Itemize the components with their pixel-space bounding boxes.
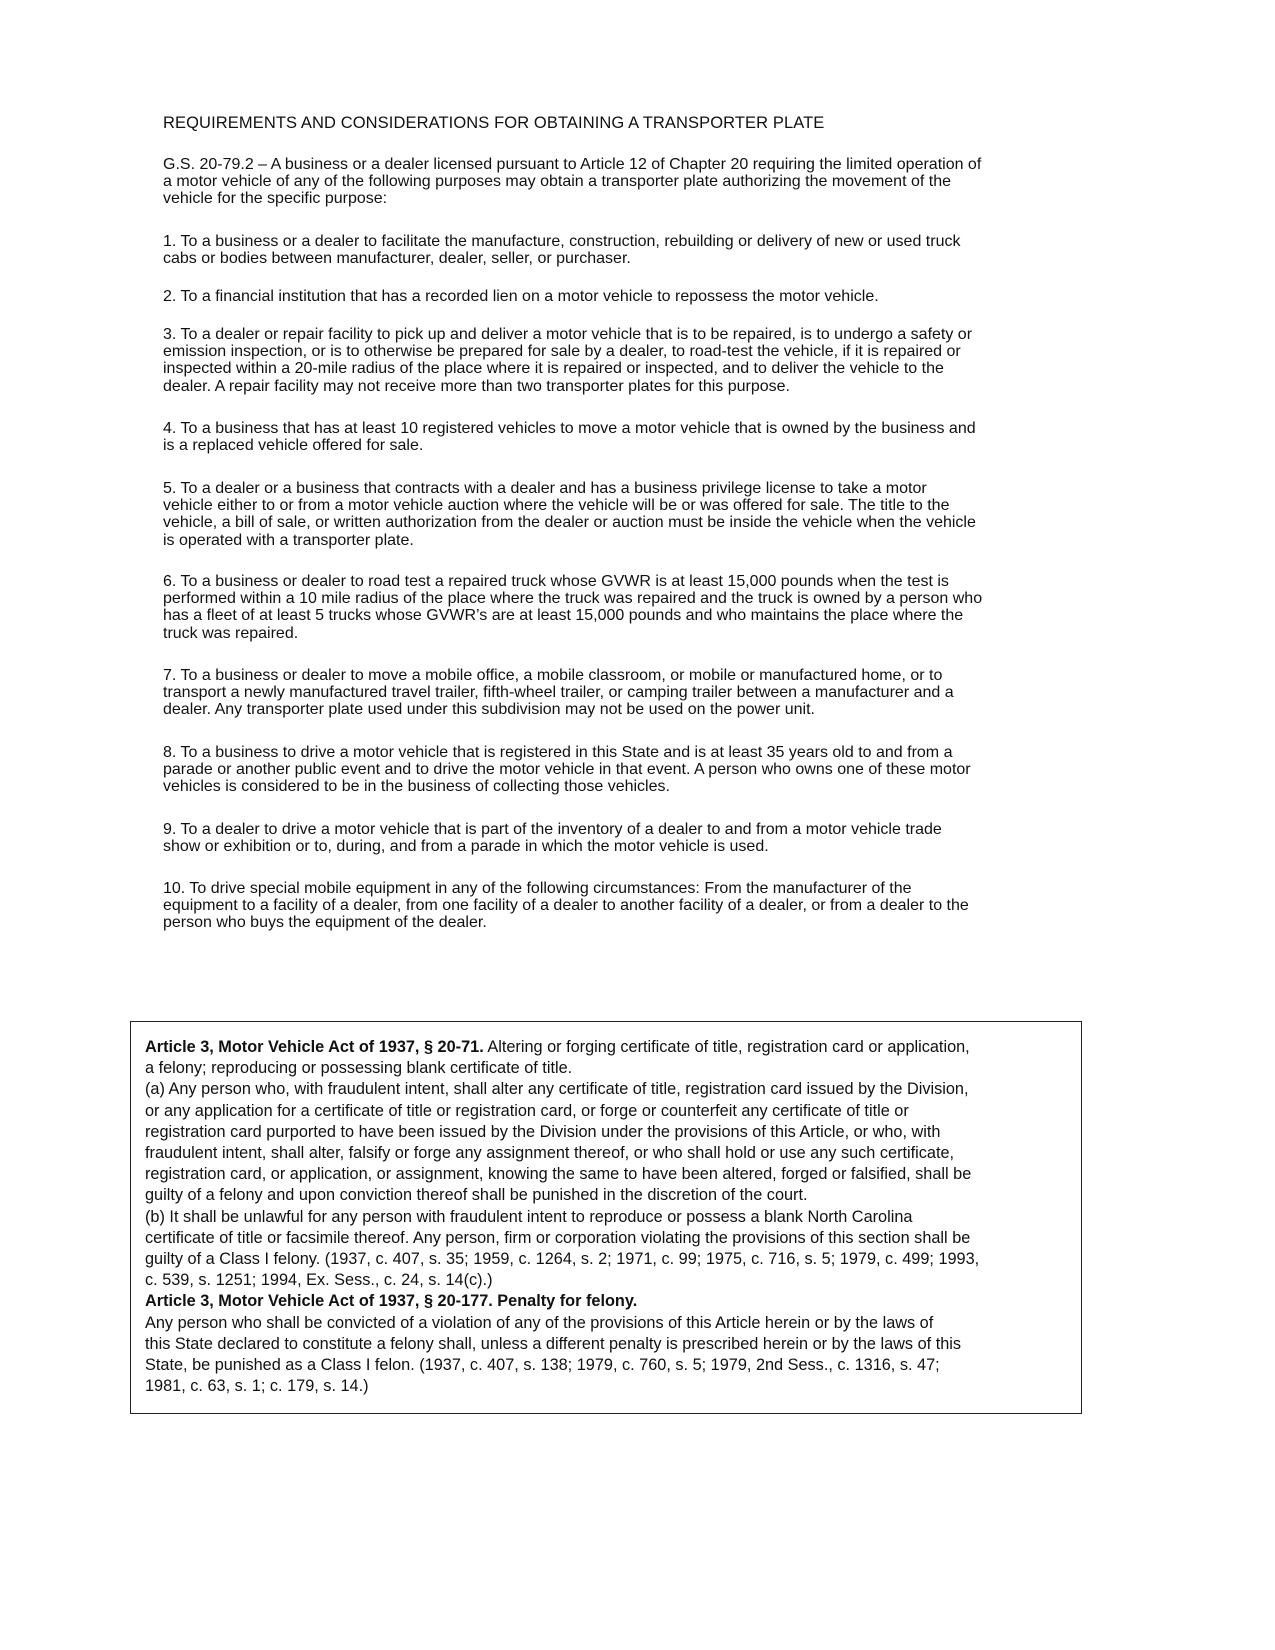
- statute-line: [145, 1355, 979, 1376]
- text-line: vehicle for the specific purpose:: [163, 190, 388, 208]
- text-line: emission inspection, or is to otherwise be prepared for sale by a dealer, to road-test the vehicle, if it is repaired or: [163, 343, 961, 361]
- statute-line: [145, 1334, 979, 1355]
- text-line: 6. To a business or dealer to road test a repaired truck whose GVWR is at least 15,000 pounds when the test is: [163, 573, 949, 590]
- requirement-item: [163, 420, 976, 454]
- text-line: 8. To a business to drive a motor vehicle that is registered in this State and is at least 35 years old to and from a: [163, 744, 953, 761]
- requirement-item: [163, 233, 960, 267]
- statute-line: [145, 1376, 979, 1397]
- text-line: 2. To a financial institution that has a recorded lien on a motor vehicle to repossess the motor vehicle.: [163, 288, 879, 305]
- statute-line: [145, 1122, 979, 1143]
- statute-line: [145, 1249, 979, 1270]
- statute-heading: Article 3, Motor Vehicle Act of 1937, § 20-71.: [145, 1038, 484, 1056]
- text-line: performed within a 10 mile radius of the place where the truck was repaired and the truck is owned by a person who: [163, 590, 983, 608]
- statute-line: [145, 1291, 979, 1312]
- statute-text-segment: or any application for a certificate of title or registration card, or forge or counterfeit any certificate of title or: [145, 1101, 909, 1120]
- statute-text-segment: Altering or forging certificate of title, registration card or application,: [483, 1038, 970, 1056]
- statute-line: [145, 1207, 979, 1228]
- text-line: vehicle, a bill of sale, or written authorization from the dealer or auction must be inside the vehicle when the vehicle: [163, 514, 976, 532]
- text-line: parade or another public event and to drive the motor vehicle in that event. A person who owns one of these motor: [163, 761, 971, 779]
- statute-line: [145, 1058, 979, 1079]
- text-line: truck was repaired.: [163, 624, 299, 642]
- statute-line: [145, 1270, 979, 1291]
- text-line: 4. To a business that has at least 10 registered vehicles to move a motor vehicle that is owned by the business and: [163, 420, 976, 437]
- statute-intro-paragraph: [163, 156, 981, 208]
- statute-text-segment: registration card, or application, or assignment, knowing the same to have been altered, forged or falsified, shall be: [145, 1165, 972, 1184]
- text-line: 9. To a dealer to drive a motor vehicle that is part of the inventory of a dealer to and from a motor vehicle trade: [163, 821, 942, 838]
- requirement-item: [163, 880, 969, 932]
- text-line: dealer. Any transporter plate used under this subdivision may not be used on the power unit.: [163, 701, 815, 719]
- statute-line: [145, 1228, 979, 1249]
- requirement-item: [163, 326, 972, 395]
- text-line: vehicles is considered to be in the business of collecting those vehicles.: [163, 778, 670, 796]
- statute-line: [145, 1185, 979, 1206]
- text-line: show or exhibition or to, during, and from a parade in which the motor vehicle is used.: [163, 838, 769, 856]
- text-line: is operated with a transporter plate.: [163, 531, 414, 549]
- text-line: has a fleet of at least 5 trucks whose GVWR’s are at least 15,000 pounds and who maintains the place where the: [163, 607, 964, 625]
- statute-heading: Article 3, Motor Vehicle Act of 1937, § 20-177. Penalty for felony.: [145, 1292, 638, 1311]
- requirement-item: [163, 821, 942, 855]
- statute-line: [145, 1079, 979, 1100]
- statute-line: [145, 1101, 979, 1122]
- text-line: dealer. A repair facility may not receive more than two transporter plates for this purpose.: [163, 377, 790, 395]
- text-line: inspected within a 20-mile radius of the place where it is repaired or inspected, and to deliver the vehicle to the: [163, 360, 944, 378]
- requirement-item: [163, 288, 879, 305]
- statute-text-segment: State, be punished as a Class I felon. (1937, c. 407, s. 138; 1979, c. 760, s. 5; 1979, 2nd Sess., c. 1316, s. 47;: [145, 1356, 940, 1375]
- text-line: 5. To a dealer or a business that contracts with a dealer and has a business privilege license to take a motor: [163, 480, 927, 497]
- text-line: equipment to a facility of a dealer, from one facility of a dealer to another facility of a dealer, or from a dealer to the: [163, 897, 969, 915]
- statute-text-segment: 1981, c. 63, s. 1; c. 179, s. 14.): [145, 1377, 369, 1396]
- statute-text-segment: Any person who shall be convicted of a violation of any of the provisions of this Article herein or by the laws of: [145, 1313, 934, 1332]
- document-title: REQUIREMENTS AND CONSIDERATIONS FOR OBTAINING A TRANSPORTER PLATE: [163, 114, 825, 132]
- text-line: person who buys the equipment of the dealer.: [163, 914, 487, 932]
- text-line: 1. To a business or a dealer to facilitate the manufacture, construction, rebuilding or delivery of new or used truck: [163, 233, 961, 250]
- text-line: cabs or bodies between manufacturer, dealer, seller, or purchaser.: [163, 250, 631, 268]
- statute-text-segment: (a) Any person who, with fraudulent intent, shall alter any certificate of title, registration card issued by the Division,: [145, 1080, 969, 1099]
- statute-line: [145, 1037, 979, 1058]
- requirement-item: [163, 744, 971, 796]
- text-line: 7. To a business or dealer to move a mobile office, a mobile classroom, or mobile or manufactured home, or to: [163, 667, 943, 684]
- statute-text-segment: this State declared to constitute a felony shall, unless a different penalty is prescribed herein or by the laws of this: [145, 1334, 962, 1353]
- text-line: vehicle either to or from a motor vehicle auction where the vehicle will be or was offered for sale. The title to the: [163, 497, 950, 515]
- text-line: 3. To a dealer or repair facility to pick up and deliver a motor vehicle that is to be repaired, is to undergo a safety or: [163, 326, 973, 343]
- statute-text-segment: guilty of a Class I felony. (1937, c. 407, s. 35; 1959, c. 1264, s. 2; 1971, c. 99; 1975, c. 716, s. 5; 1979, c. 499; 1993,: [145, 1250, 980, 1269]
- text-line: G.S. 20-79.2 – A business or a dealer licensed pursuant to Article 12 of Chapter 20 requiring the limited operation of: [163, 156, 982, 173]
- statute-line: [145, 1143, 979, 1164]
- statute-text-segment: certificate of title or facsimile thereof. Any person, firm or corporation violating the provisions of this section shall be: [145, 1228, 971, 1247]
- statute-text-segment: guilty of a felony and upon conviction thereof shall be punished in the discretion of the court.: [145, 1186, 808, 1205]
- requirement-item: [163, 667, 954, 719]
- text-line: 10. To drive special mobile equipment in any of the following circumstances: From the manufacturer of the: [163, 880, 912, 897]
- text-line: a motor vehicle of any of the following purposes may obtain a transporter plate authorizing the movement of the: [163, 173, 951, 191]
- statute-line: [145, 1313, 979, 1334]
- text-line: transport a newly manufactured travel trailer, fifth-wheel trailer, or camping trailer between a manufacturer and a: [163, 684, 954, 702]
- requirement-item: [163, 480, 976, 549]
- statute-text: [145, 1037, 979, 1397]
- requirement-item: [163, 573, 982, 642]
- text-line: is a replaced vehicle offered for sale.: [163, 437, 424, 455]
- statute-text-segment: a felony; reproducing or possessing blank certificate of title.: [145, 1059, 573, 1078]
- statute-text-segment: fraudulent intent, shall alter, falsify or forge any assignment thereof, or who shall hold or use any such certificate,: [145, 1144, 955, 1163]
- statute-line: [145, 1164, 979, 1185]
- statute-text-segment: c. 539, s. 1251; 1994, Ex. Sess., c. 24, s. 14(c).): [145, 1271, 493, 1290]
- statute-text-segment: registration card purported to have been issued by the Division under the provisions of this Article, or who, with: [145, 1122, 941, 1141]
- statute-text-segment: (b) It shall be unlawful for any person with fraudulent intent to reproduce or possess a blank North Carolina: [145, 1207, 913, 1226]
